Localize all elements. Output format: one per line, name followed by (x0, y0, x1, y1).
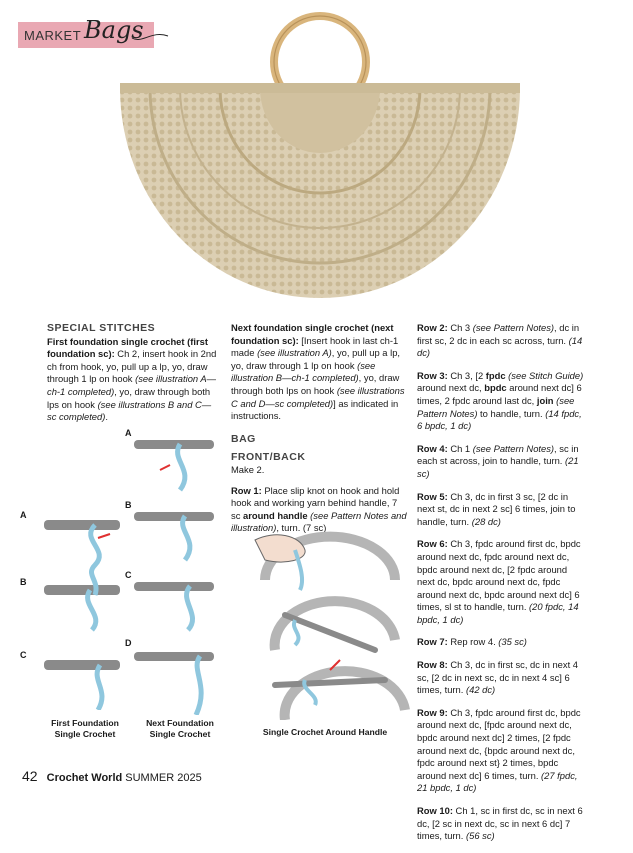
row-label: Row 10: (417, 805, 453, 816)
column-next-foundation (231, 322, 409, 545)
text: Ch 3 (447, 322, 473, 333)
row-9 (417, 707, 587, 795)
note: (see illustration A) (257, 347, 332, 359)
text: [Insert hook in last ch-1 made (231, 334, 399, 359)
magazine-name: Crochet World (46, 772, 123, 784)
row-10 (417, 805, 587, 843)
text: Place slip knot on hook and hold hook and working yarn behind handle, 7 sc (231, 484, 400, 521)
term-nfsc: Next foundation single crochet (next foundation sc): (231, 322, 394, 346)
row-label: Row 7: (417, 636, 448, 648)
bag-photo (110, 0, 530, 305)
heading-special-stitches: SPECIAL STITCHES (47, 322, 156, 334)
note: (see Pattern Notes) (472, 322, 555, 333)
count: (20 fpdc, 14 bpdc, 1 dc) (417, 601, 579, 625)
note: (see Pattern Notes) (472, 442, 555, 454)
row-label: Row 6: (417, 538, 448, 550)
row-label: Row 8: (417, 659, 448, 671)
column-rows (417, 322, 587, 853)
row-2 (417, 322, 587, 360)
text: Ch 2, insert hook in 2nd ch from hook, yo, pull up a lp, yo, draw through 1 lp on hook (47, 348, 217, 385)
count: (21 sc) (417, 455, 579, 479)
hook-icon (44, 520, 120, 670)
label-a-next: A (125, 428, 132, 438)
note: (see illustrations B and C—sc completed) (47, 398, 212, 423)
text: around next dc, (417, 382, 485, 394)
row-label: Row 4: (417, 442, 448, 454)
row-4 (417, 443, 587, 481)
count: (27 fpdc, 21 bpdc, 1 dc) (417, 769, 578, 794)
count: (14 dc) (417, 334, 583, 359)
text: Ch 3, fpdc around first dc, bpdc around next dc, [fpdc around next dc, bpdc around next dc] 2 times, [2 fpdc around next dc, {bpdc around next dc, fpdc around next st} 2 times, bpdc around next dc] 6 times, turn. (417, 706, 581, 781)
text: , yo, draw through both lps on hook (231, 372, 400, 396)
hook-icon (134, 440, 214, 661)
text: Ch 3, fpdc around first dc, bpdc around next dc, fpdc around next dc, bpdc around next dc, [2 fpdc around next dc, bpdc around next dc, fpdc around next dc, bpdc around next dc] 6 times, sl st to handle, turn. (417, 538, 581, 613)
text: Ch 3, dc in first sc, dc in next 4 sc, [2 dc in next sc, dc in next 4 sc] 6 times, turn. (417, 659, 578, 696)
note: (see Stitch Guide) (505, 369, 584, 381)
handle-ring-icon (265, 537, 405, 720)
text: , yo, pull up a lp, yo, draw through 1 lp on hook (231, 347, 401, 371)
row-5 (417, 491, 587, 529)
issue-label: SUMMER 2025 (125, 772, 202, 784)
term: join (536, 394, 554, 406)
page-footer (22, 768, 202, 784)
text: . (105, 411, 108, 423)
text: , sc in each st across, join to handle, turn. (417, 442, 579, 467)
text: Ch 1 (447, 442, 473, 454)
row-7 (417, 636, 587, 649)
label-b-first: B (20, 577, 27, 587)
text: Ch 1, sc in first dc, sc in next 6 dc, [2 sc in next dc, sc in next 6 dc] 7 times, turn. (417, 805, 583, 842)
arrow-icon (98, 534, 110, 538)
count: (56 sc) (465, 830, 495, 842)
label-b-next: B (125, 500, 132, 510)
arrow-icon (160, 465, 170, 470)
text: , dc in first sc, 2 dc in each sc across, turn. (417, 322, 580, 346)
page-number: 42 (22, 768, 38, 784)
term-fsc: First foundation single crochet (first foundation sc): (47, 335, 208, 360)
caption-first-foundation (40, 718, 130, 740)
count: (42 dc) (465, 684, 496, 696)
row-label: Row 5: (417, 490, 448, 502)
count: (28 dc) (471, 515, 501, 527)
row-label: Row 9: (417, 706, 448, 718)
term: around handle (242, 509, 308, 521)
caption-line: First Foundation (51, 718, 119, 728)
paragraph-next-foundation-sc (231, 322, 409, 423)
text: around next dc] 6 times, 2 fpdc around last dc, (417, 382, 582, 406)
label-c-first: C (20, 650, 27, 660)
column-special-stitches (47, 322, 217, 434)
term: fpdc (485, 369, 506, 381)
caption-around-handle: Single Crochet Around Handle (262, 727, 388, 737)
text: , yo, draw through both lps on hook (47, 385, 211, 410)
label-d-next: D (125, 638, 132, 648)
text: Rep row 4. (447, 636, 499, 648)
heading-bag: BAG (231, 432, 256, 445)
heading-front-back: FRONT/BACK (231, 451, 306, 464)
count: (35 sc) (498, 636, 527, 648)
label-c-next: C (125, 570, 132, 580)
illustration-next-foundation (130, 430, 220, 715)
caption-line: Single Crochet (149, 729, 211, 739)
caption-line: Next Foundation (146, 718, 214, 728)
text: ] as indicated in instructions. (231, 397, 399, 422)
term: bpdc (484, 382, 507, 394)
row-label: Row 2: (417, 322, 448, 333)
yarn-loops-icon (178, 444, 202, 715)
make-instruction: Make 2. (231, 463, 265, 475)
row-6 (417, 538, 587, 626)
note: (see illustrations C and D—sc completed) (231, 384, 405, 409)
note: (see illustration A—ch-1 completed) (47, 373, 217, 397)
yarn-loops-icon (88, 525, 102, 710)
illustration-first-foundation (40, 510, 120, 710)
caption-next-foundation (135, 718, 225, 740)
text: to handle, turn. (477, 407, 546, 419)
section-title: Bags (84, 16, 144, 44)
paragraph-first-foundation-sc (47, 336, 217, 424)
text: , turn. (7 sc) (276, 522, 327, 534)
label-a-first: A (20, 510, 27, 520)
illustration-around-handle (245, 520, 410, 720)
text: Ch 3, dc in first 3 sc, [2 dc in next st, dc in next 2 sc] 6 times, join to handle, turn. (417, 490, 576, 527)
row-label: Row 1: (231, 484, 262, 496)
row-label: Row 3: (417, 369, 448, 381)
count: (14 fpdc, 6 bpdc, 1 dc) (417, 407, 582, 432)
note: (see illustration B—ch-1 completed) (231, 359, 376, 384)
section-label: MARKET (24, 28, 82, 43)
note: (see Pattern Notes) (417, 394, 575, 419)
row-8 (417, 659, 587, 697)
row-3 (417, 370, 587, 433)
note: (see Pattern Notes and illustration) (231, 509, 407, 534)
caption-line: Single Crochet (54, 729, 116, 739)
text: Ch 3, [2 (447, 369, 486, 381)
